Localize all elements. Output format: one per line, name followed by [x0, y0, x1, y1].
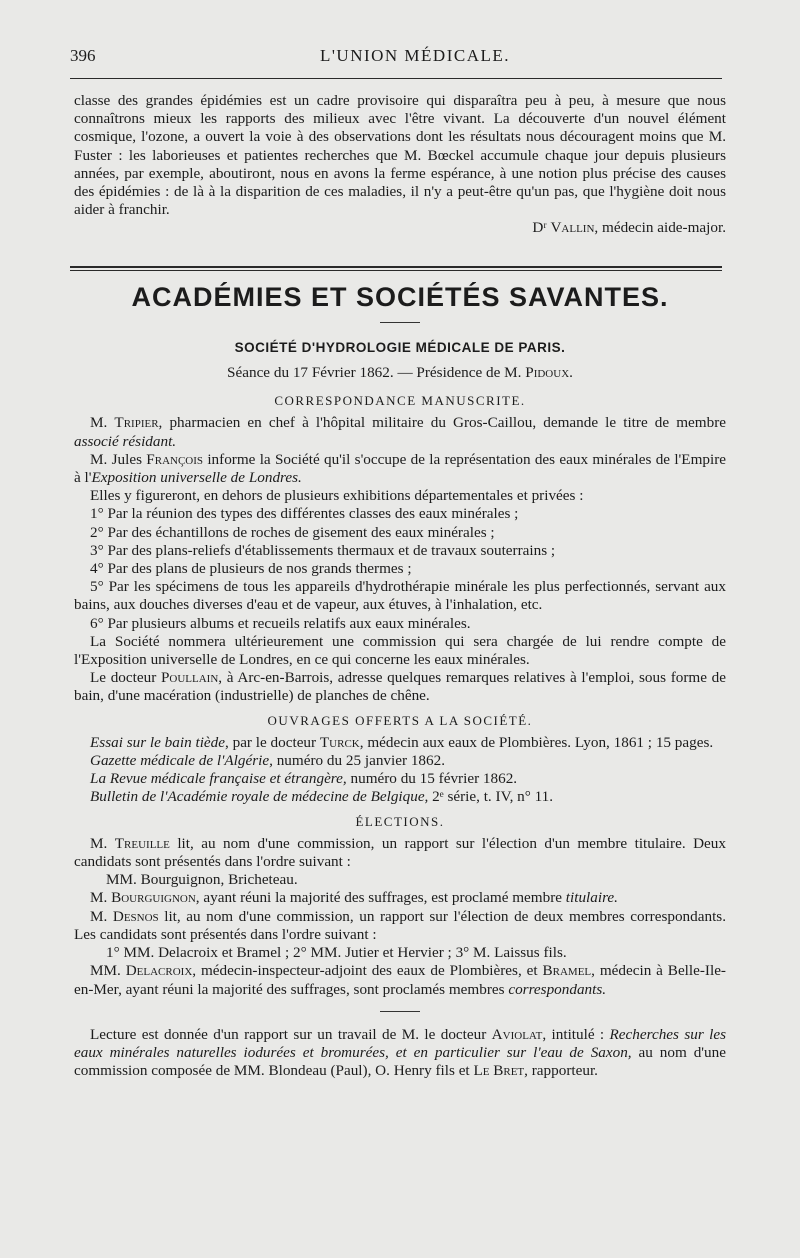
author-name: Vallin: [550, 219, 595, 237]
seance-end: .: [569, 364, 573, 381]
titulaire-word: titulaire.: [565, 889, 618, 907]
ouvrage-item: [74, 770, 726, 788]
tripier-paragraph: [74, 414, 726, 450]
lecture-text: Lecture est donnée d'un rapport sur un travail de M. le docteur: [90, 1025, 492, 1043]
correspondants-word: correspondants.: [508, 980, 607, 998]
p2-text: informe la Société qu'il s'occupe de la représentation des eaux minérales de l'Empire à l': [74, 450, 727, 487]
section-rule-2: [70, 270, 722, 271]
seance-text: Séance du 17 Février 1862. — Présidence de M.: [227, 364, 526, 381]
ouvrage-item: [74, 734, 726, 752]
section-rule-1: [70, 266, 722, 268]
header-rule: [70, 78, 722, 79]
e1-text: lit, au nom d'une commission, un rapport sur l'élection d'un membre titulaire. Deux candidats sont présentés dans l'ordre suivant :: [74, 834, 726, 871]
closing-paragraph: classe des grandes épidémies est un cadre provisoire qui disparaîtra peu à peu, à mesure que nous connaîtrons mieux les rapports des milieux avec l'être vivant. La découverte d'un nouvel élément cosmique, l'ozone, a ouvert la voie à des observations dont les résultats nous découragent moins que M. Fuster : les laborieuses et patientes recherches que M. Bœckel accumule chaque jour depuis plusieurs années, par exemple, aboutiront, nous en avons la ferme espérance, à une notion plus précise des causes des épidémies : de là à la disparition de ces maladies, il n'y a peut-être qu'un pas, que l'hygiène doit nous aider à franchir.: [74, 92, 726, 219]
ouvrage-text: numéro du 25 janvier 1862.: [272, 752, 445, 770]
title-ornament-rule: [380, 322, 420, 323]
lebret-name: Le Bret: [473, 1062, 525, 1080]
ouvrage-text: 2ᵉ série, t. IV, n° 11.: [428, 788, 554, 806]
lecture-text-3: au nom d'une commission composée de MM. Blondeau (Paul), O. Henry fils et: [74, 1043, 726, 1080]
poullain-paragraph: [74, 669, 726, 705]
ouvrage-title: Gazette médicale de l'Algérie,: [90, 752, 273, 770]
list-item: 1° Par la réunion des types des différentes classes des eaux minérales ;: [90, 505, 519, 523]
ouvrage-title: La Revue médicale française et étrangère,: [90, 770, 347, 788]
candidates-correspondants: 1° MM. Delacroix et Bramel ; 2° MM. Jutier et Hervier ; 3° M. Laissus fils.: [106, 944, 567, 962]
e4-text-2: , médecin à Belle-Ile-en-Mer, ayant réuni la majorité des suffrages, sont proclamés membres: [74, 962, 726, 998]
e3-text: lit, au nom d'une commission, un rapport sur l'élection de deux membres correspondants. Les candidats sont présentés dans l'ordre suivant :: [74, 907, 726, 943]
francois-paragraph: [74, 451, 726, 487]
desnos-name: Desnos: [112, 907, 159, 925]
p1-prefix: M.: [90, 414, 115, 432]
list-item: 4° Par des plans de plusieurs de nos grands thermes ;: [90, 560, 412, 578]
section-title: ACADÉMIES ET SOCIÉTÉS SAVANTES.: [131, 282, 669, 312]
society-title: SOCIÉTÉ D'HYDROLOGIE MÉDICALE DE PARIS.: [234, 340, 566, 355]
candidates-titulaire: MM. Bourguignon, Bricheteau.: [106, 871, 298, 889]
lecture-text-2: , intitulé :: [542, 1025, 610, 1043]
lecture-paragraph: [74, 1026, 726, 1081]
ouvrage-text: numéro du 15 février 1862.: [346, 770, 518, 788]
e2-prefix: M.: [90, 889, 112, 907]
president-name: Pidoux: [525, 364, 570, 381]
seance-line: [74, 364, 726, 382]
ouvrage-text: , médecin aux eaux de Plombières. Lyon, 1861 ; 15 pages.: [359, 733, 714, 751]
running-header: L'UNION MÉDICALE.: [319, 46, 511, 65]
elections-heading: ÉLECTIONS.: [355, 813, 445, 829]
e2-text: , ayant réuni la majorité des suffrages, est proclamé membre: [195, 889, 566, 907]
ouvrages-heading: OUVRAGES OFFERTS A LA SOCIÉTÉ.: [267, 712, 533, 728]
list-item: 5° Par les spécimens de tous les appareils d'hydrothérapie minérale les plus perfectionnés, servant aux bains, aux douches diverses d'eau et de vapeur, aux étuves, à l'inhalation, etc.: [74, 578, 726, 614]
exhibition-list: [74, 505, 726, 632]
delacroix-name: Delacroix: [125, 962, 193, 980]
treuille-paragraph: [74, 835, 726, 871]
francois-name: François: [146, 450, 204, 468]
correspondance-heading: CORRESPONDANCE MANUSCRITE.: [274, 393, 526, 409]
ouvrage-title: Essai sur le bain tiède: [90, 733, 225, 751]
article-end: [74, 92, 726, 238]
ouvrage-item: [74, 752, 726, 770]
p5-prefix: Le docteur: [90, 669, 161, 687]
treuille-name: Treuille: [114, 834, 170, 852]
ouvrage-title: Bulletin de l'Académie royale de médecine de Belgique,: [90, 788, 429, 806]
p2-prefix: M. Jules: [90, 450, 147, 468]
poullain-name: Poullain: [160, 669, 219, 687]
page-number: 396: [70, 46, 96, 65]
ouvrage-item: [74, 788, 726, 806]
p1-title: associé résidant.: [74, 432, 177, 450]
lecture-text-4: , rapporteur.: [524, 1062, 598, 1080]
list-item: 2° Par des échantillons de roches de gisement des eaux minérales ;: [90, 523, 495, 541]
author-role: , médecin aide-major.: [594, 219, 726, 237]
e1-prefix: M.: [90, 834, 115, 852]
turck-name: Turck: [319, 733, 360, 751]
author-signature: [74, 219, 726, 237]
exposition-title: Exposition universelle de Londres.: [91, 469, 302, 487]
bramel-name: Bramel: [542, 962, 592, 980]
e4-prefix: MM.: [90, 962, 126, 980]
p1-text: , pharmacien en chef à l'hôpital militaire du Gros-Caillou, demande le titre de membre: [158, 414, 727, 432]
bourguignon-name: Bourguignon: [111, 889, 196, 907]
separator-rule: [380, 1011, 420, 1012]
aviolat-name: Aviolat: [491, 1025, 543, 1043]
commission-paragraph: La Société nommera ultérieurement une commission qui sera chargée de lui rendre compte de l'Exposition universelle de Londres, en ce qui concerne les eaux minérales.: [74, 632, 726, 669]
desnos-paragraph: [74, 908, 726, 944]
e3-prefix: M.: [90, 907, 113, 925]
ouvrage-text: , par le docteur: [225, 733, 320, 751]
exhibitions-intro: Elles y figureront, en dehors de plusieurs exhibitions départementales et privées :: [90, 487, 584, 505]
e4-text: , médecin-inspecteur-adjoint des eaux de Plombières, et: [192, 962, 543, 980]
tripier-name: Tripier: [114, 414, 159, 432]
proclamation-paragraph: [74, 962, 726, 998]
bourguignon-paragraph: [74, 889, 726, 907]
report-title: Recherches sur les eaux minérales naturelles iodurées et bromurées, et en particulier sur l'eau de Saxon,: [74, 1025, 726, 1061]
author-title: Dʳ: [532, 219, 551, 237]
list-item: 6° Par plusieurs albums et recueils relatifs aux eaux minérales.: [90, 614, 471, 632]
p5-text: , à Arc-en-Barrois, adresse quelques remarques relatives à l'emploi, sous forme de bain, d'une macération (industrielle) de planches de chêne.: [74, 669, 726, 705]
list-item: 3° Par des plans-reliefs d'établissements thermaux et de travaux souterrains ;: [90, 541, 556, 559]
minutes-body: [74, 364, 726, 1080]
